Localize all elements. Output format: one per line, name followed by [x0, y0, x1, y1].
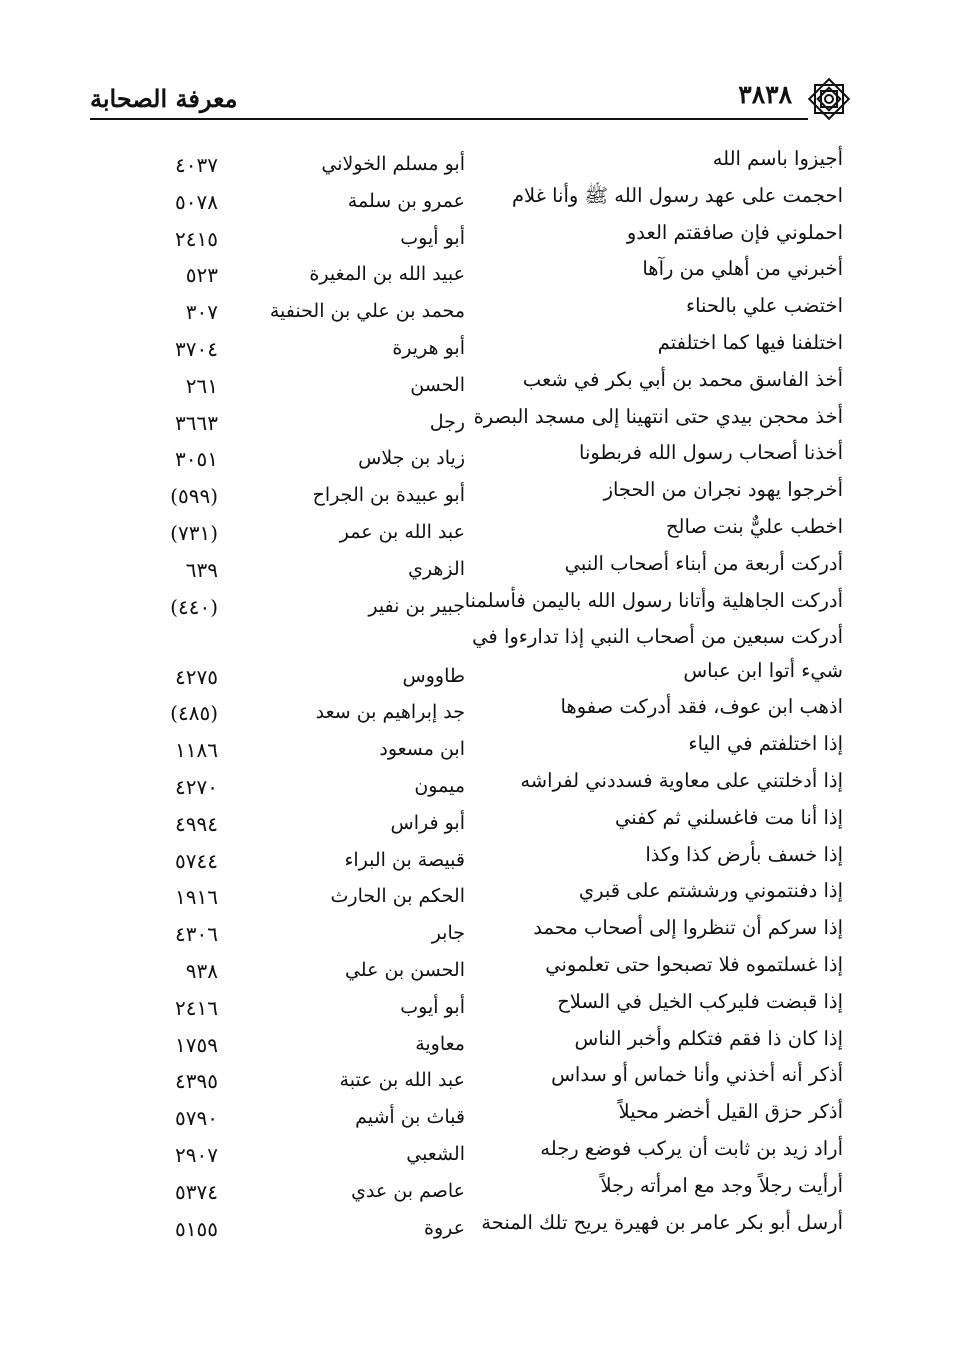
eight-point-star-ornament-icon: [804, 74, 854, 124]
narrator-name: عبد الله بن عمر: [339, 520, 465, 543]
index-row: [0, 1098, 961, 1135]
reference-number: ٤٩٩٤: [175, 811, 218, 836]
narrator-name: الحسن بن علي: [344, 958, 465, 981]
reference-number: (٥٩٩): [170, 484, 218, 509]
index-row: [0, 513, 961, 550]
hadith-text: اختلفنا فيها كما اختلفتم: [657, 330, 843, 354]
hadith-text: إذا أدخلتني على معاوية فسددني لفراشه: [520, 768, 843, 792]
reference-number: ٣٦٦٣: [175, 410, 218, 435]
hadith-text: إذا دفنتموني ورششتم على قبري: [578, 879, 843, 903]
reference-number: ٥٧٤٤: [175, 848, 218, 873]
reference-number: (٤٤٠): [170, 594, 218, 619]
index-row: [0, 145, 961, 182]
page-number: ٣٨٣٨: [738, 80, 792, 109]
narrator-name: ابن مسعود: [379, 738, 465, 761]
index-list: [0, 145, 961, 1245]
index-row: [0, 255, 961, 292]
index-row: [0, 1135, 961, 1172]
hadith-text: أخذ محجن بيدي حتى انتهينا إلى مسجد البصرة: [473, 404, 843, 428]
reference-number: ٣٧٠٤: [175, 336, 218, 361]
index-row: [0, 1209, 961, 1246]
reference-number: (٧٣١): [170, 520, 218, 545]
index-row: [0, 292, 961, 329]
narrator-name: أبو هريرة: [392, 336, 465, 359]
narrator-name: عبيد الله بن المغيرة: [309, 263, 465, 286]
hadith-text: إذا أنا مت فاغسلني ثم كفني: [614, 805, 843, 829]
index-row: [0, 693, 961, 730]
index-row: [0, 550, 961, 587]
hadith-text: أدركت سبعين من أصحاب النبي إذا تدارءوا في: [472, 625, 843, 649]
narrator-name: ميمون: [414, 774, 465, 797]
reference-number: ١١٨٦: [175, 738, 218, 763]
running-title: معرفة الصحابة: [90, 84, 238, 113]
hadith-text: اذهب ابن عوف، فقد أدركت صفوها: [560, 695, 843, 719]
index-row: [0, 730, 961, 767]
index-row: [0, 219, 961, 256]
index-row: [0, 329, 961, 366]
reference-number: (٤٨٥): [170, 701, 218, 726]
hadith-text: أدركت الجاهلية وأتانا رسول الله باليمن فأسلمنا: [464, 588, 843, 612]
index-row: [0, 366, 961, 403]
narrator-name: أبو فراس: [390, 811, 465, 834]
reference-number: ٤٠٣٧: [175, 153, 218, 177]
index-row: [0, 587, 961, 624]
hadith-text: شيء أتوا ابن عباس: [683, 658, 843, 682]
hadith-text: إذا اختلفتم في الياء: [688, 732, 843, 756]
narrator-name: قباث بن أشيم: [355, 1106, 465, 1129]
index-row: [0, 804, 961, 841]
hadith-text: أدركت أربعة من أبناء أصحاب النبي: [564, 551, 843, 575]
index-row: [0, 182, 961, 219]
page-header: [90, 74, 850, 124]
index-row: [0, 476, 961, 513]
narrator-name: زياد بن جلاس: [358, 447, 465, 470]
hadith-text: أخذ الفاسق محمد بن أبي بكر في شعب: [522, 367, 843, 391]
narrator-name: الحكم بن الحارث: [330, 885, 465, 908]
narrator-name: معاوية: [415, 1032, 465, 1055]
narrator-name: أبو عبيدة بن الجراح: [312, 484, 465, 507]
hadith-text: أراد زيد بن ثابت أن يركب فوضع رجله: [540, 1136, 843, 1160]
narrator-name: الحسن: [410, 373, 465, 396]
reference-number: ٦٣٩: [185, 557, 218, 582]
hadith-text: إذا سركم أن تنظروا إلى أصحاب محمد: [533, 916, 843, 940]
header-rule: [90, 118, 808, 120]
hadith-text: إذا خسف بأرض كذا وكذا: [645, 842, 843, 866]
narrator-name: طاووس: [402, 664, 465, 687]
reference-number: ٢٤١٥: [175, 226, 218, 251]
index-row: [0, 951, 961, 988]
narrator-name: عروة: [424, 1216, 465, 1239]
index-row: [0, 403, 961, 440]
narrator-name: أبو مسلم الخولاني: [321, 153, 465, 175]
reference-number: ٣٠٧: [185, 300, 218, 325]
index-row: [0, 877, 961, 914]
narrator-name: جد إبراهيم بن سعد: [315, 701, 465, 724]
reference-number: ٥٣٧٤: [175, 1179, 218, 1204]
hadith-text: احجمت على عهد رسول الله ﷺ وأنا غلام: [511, 183, 843, 207]
hadith-text: أخذنا أصحاب رسول الله فربطونا: [579, 441, 843, 465]
reference-number: ٥٧٩٠: [175, 1106, 218, 1131]
hadith-text: إذا غسلتموه فلا تصبحوا حتى تعلموني: [545, 952, 843, 976]
hadith-text: أخرجوا يهود نجران من الحجاز: [603, 478, 843, 502]
narrator-name: جابر: [431, 922, 465, 945]
index-row: [0, 841, 961, 878]
index-row: [0, 439, 961, 476]
index-row: [0, 1172, 961, 1209]
narrator-name: عمرو بن سلمة: [347, 189, 465, 212]
reference-number: ٢٤١٦: [175, 995, 218, 1020]
reference-number: ٩٣٨: [185, 958, 218, 983]
narrator-name: أبو أيوب: [400, 995, 465, 1018]
index-row: [0, 1061, 961, 1098]
hadith-text: أذكر حزق القيل أخضر محيلاً: [618, 1100, 843, 1124]
hadith-text: أذكر أنه أخذني وأنا خماس أو سداس: [551, 1063, 843, 1087]
hadith-text: إذا قبضت فليركب الخيل في السلاح: [557, 989, 843, 1013]
hadith-text: اختضب علي بالحناء: [685, 294, 843, 318]
reference-number: ٥٢٣: [185, 263, 218, 288]
index-row: [0, 914, 961, 951]
reference-number: ٣٠٥١: [175, 447, 218, 472]
reference-number: ٤٢٧٠: [175, 774, 218, 799]
reference-number: ٤٣٩٥: [175, 1069, 218, 1094]
hadith-text: اخطب عليٌّ بنت صالح: [665, 514, 843, 538]
reference-number: ١٧٥٩: [175, 1032, 218, 1057]
narrator-name: جبير بن نفير: [368, 594, 465, 617]
narrator-name: رجل: [429, 410, 465, 433]
hadith-text: أرأيت رجلاً وجد مع امرأته رجلاً: [600, 1173, 843, 1197]
hadith-text: أخبرني من أهلي من رآها: [642, 257, 843, 281]
hadith-text: احملوني فإن صافقتم العدو: [626, 220, 843, 244]
index-row: [0, 988, 961, 1025]
index-row: [0, 767, 961, 804]
hadith-text: أرسل أبو بكر عامر بن فهيرة يريح تلك المنحة: [481, 1210, 843, 1234]
reference-number: ٤٣٠٦: [175, 922, 218, 947]
narrator-name: الشعبي: [406, 1142, 465, 1165]
index-row: [0, 1025, 961, 1062]
narrator-name: أبو أيوب: [400, 226, 465, 249]
reference-number: ٥٠٧٨: [175, 189, 218, 214]
reference-number: ١٩١٦: [175, 885, 218, 910]
reference-number: ٢٦١: [185, 373, 218, 398]
reference-number: ٥١٥٥: [175, 1216, 218, 1241]
reference-number: ٢٩٠٧: [175, 1142, 218, 1167]
narrator-name: قبيصة بن البراء: [344, 848, 465, 871]
hadith-text: إذا كان ذا فقم فتكلم وأخبر الناس: [574, 1026, 843, 1050]
narrator-name: عبد الله بن عتبة: [339, 1069, 465, 1092]
narrator-name: محمد بن علي بن الحنفية: [269, 300, 465, 323]
narrator-name: عاصم بن عدي: [351, 1179, 465, 1202]
hadith-text: أجيزوا باسم الله: [712, 147, 843, 170]
reference-number: ٤٢٧٥: [175, 664, 218, 689]
index-row: [0, 657, 961, 694]
index-row: [0, 623, 961, 656]
narrator-name: الزهري: [408, 557, 465, 580]
